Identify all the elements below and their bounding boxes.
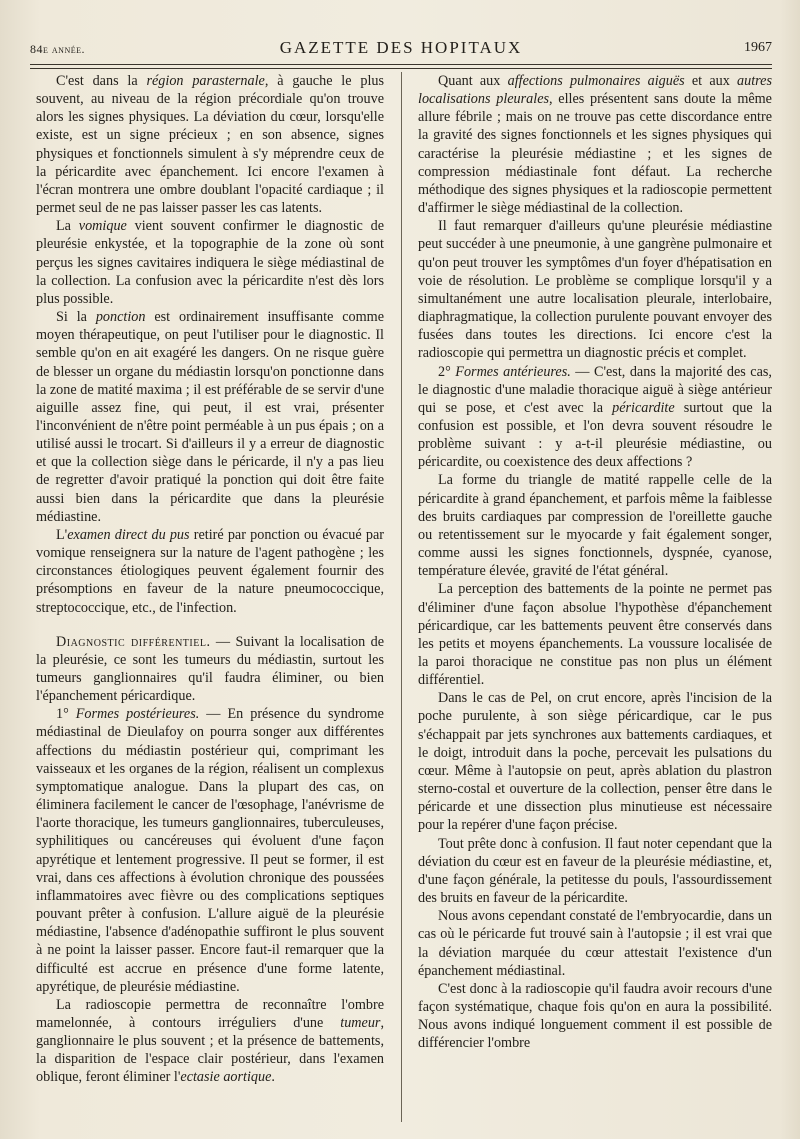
- paragraph: Tout prête donc à confusion. Il faut noter cependant que la déviation du cœur est en faveur de la pleurésie médiastine, et, d'une façon générale, la petitesse du pouls, l'assourdissement des bruits en faveur de la péricardite.: [418, 835, 772, 907]
- journal-title: GAZETTE DES HOPITAUX: [279, 38, 523, 57]
- paragraph: L'examen direct du pus retiré par ponction ou évacué par vomique renseignera sur la nature de l'agent pathogène ; les circonstances étiologiques peuvent également fournir des présomptions en faveur de la nature pneumococcique, streptococcique, etc., de l'infection.: [36, 526, 384, 616]
- paragraph: 1° Formes postérieures. — En présence du syndrome médiastinal de Dieulafoy on pourra songer aux différentes affections du médiastin postérieur qui, comprimant les vaisseaux et les organes de la région, réalisent un complexus symptomatique analogue. Dans la plupart des cas, on éliminera facilement le cancer de l'œsophage, l'anévrisme de l'aorte thoracique, les tumeurs ganglionnaires, tuberculeuses, syphilitiques ou cancéreuses qui évoluent d'une façon apyrétique et lentement progressive. Il peut se former, il est vrai, dans ces affections à évolution chronique des poussées inflammatoires avec fièvre ou des complications septiques pouvant prêter à confusion. L'allure aiguë de la pleurésie médiastine, l'absence d'adénopathie suffiront le plus souvent à ne point la laisser passer. Encore faut-il remarquer que la difficulté est accrue en présence d'une forme latente, apyrétique, de pleurésie médiastine.: [36, 706, 384, 995]
- paragraph: Dans le cas de Pel, on crut encore, après l'incision de la poche purulente, à son siège péricardique, car le pus s'échappait par jets synchrones aux battements cardiaques, et le doigt, introduit dans la poche, percevait les pulsations du cœur. Même à l'autopsie on peut, après ablation du plastron sterno-costal et ouverture de la collection, penser être dans le péricarde et une dissection plus minutieuse est nécessaire pour la repérer d'une façon précise.: [418, 690, 772, 834]
- paragraph: La perception des battements de la pointe ne permet pas d'éliminer d'une façon absolue l'hypothèse d'épanchement péricardique, car les battements peuvent être conservés dans les petits et moyens épanchements. La voussure localisée de la paroi thoracique ne constitue pas non plus un élément différentiel.: [418, 581, 772, 689]
- paragraph: Il faut remarquer d'ailleurs qu'une pleurésie médiastine peut succéder à une pneumonie, à une gangrène pulmonaire et qu'on peut trouver les symptômes d'un foyer d'hépatisation en voie de résolution. Le problème se complique lorsqu'il y a simultanément une autre localisation pleurale, interlobaire, diaphragmatique, la collection purulente pouvant envoyer des fusées dans toutes les directions. Ici encore c'est la radioscopie qui permettra un diagnostic précis et complet.: [418, 218, 772, 362]
- paragraph: 2° Formes antérieures. — C'est, dans la majorité des cas, le diagnostic d'une maladie thoracique aiguë à siège antérieur qui se pose, et c'est avec la péricardite surtout que la confusion est possible, et l'on devra souvent résoudre le problème suivant : y a-t-il pleurésie médiastine, ou péricardite, ou coexistence des deux affections ?: [418, 363, 773, 471]
- paragraph: La radioscopie permettra de reconnaître l'ombre mamelonnée, à contours irréguliers d'une tumeur, ganglionnaire le plus souvent ; et la présence de battements, la disparition de l'espace clair postérieur, dans l'examen oblique, feront éliminer l'ectasie aortique.: [36, 996, 384, 1086]
- page-header: [30, 38, 772, 62]
- paragraph: Si la ponction est ordinairement insuffisante comme moyen thérapeutique, on peut l'utiliser pour le diagnostic. Il semble qu'on en ait exagéré les dangers. On ne risque guère de blesser un organe du médiastin lorsqu'on ponctionne dans la zone de matité maxima ; il est préférable de se servir d'une aiguille assez fine, qui peut, il est vrai, présenter l'inconvénient de n'être point perméable à un pus épais ; on a utilisé aussi le trocart. Si d'ailleurs il y a erreur de diagnostic et que la collection siège dans le péricarde, il n'y a pas lieu de regretter d'avoir pratiqué la ponction qui doit être faite aussi bien dans la péricardite que dans la pleurésie médiastine.: [36, 309, 385, 525]
- header-rule-thin: [30, 68, 772, 69]
- paragraph: C'est dans la région parasternale, à gauche le plus souvent, au niveau de la région précordiale qu'on trouve alors les signes physiques. La déviation du cœur, lorsqu'elle existe, est un signe précieux ; en son absence, signes physiques et fonctionnels simulent à s'y méprendre ceux de la péricardite avec épanchement. Ici encore l'examen à l'écran montrera une ombre doublant l'opacité cardiaque ; il permet seul de ne pas laisser passer les cas latents.: [36, 73, 384, 217]
- paragraph: La vomique vient souvent confirmer le diagnostic de pleurésie enkystée, et la topographie de la zone où sont perçus les signes cavitaires indiquera le siège médiastinal de la collection. La confusion avec la péricardite n'est dès lors plus possible.: [36, 218, 384, 307]
- header-rule-thick: [30, 64, 772, 65]
- section-heading: Diagnostic différentiel.: [56, 633, 211, 650]
- page-number: 1967: [744, 40, 772, 55]
- volume-label: 84e année.: [30, 42, 85, 56]
- left-column: [36, 72, 384, 1087]
- paragraph: C'est donc à la radioscopie qu'il faudra avoir recours d'une façon systématique, chaque fois qu'on en aura la possibilité. Nous avons indiqué longuement comment il est possible de différencier l'ombre: [418, 980, 772, 1052]
- section-paragraph: Diagnostic différentiel. — Suivant la localisation de la pleurésie, ce sont les tumeurs du médiastin, surtout les tumeurs ganglionnaires qu'il faudra éliminer, ou bien l'épanchement péricardique.: [36, 633, 385, 705]
- paragraph: Quant aux affections pulmonaires aiguës et aux autres localisations pleurales, elles présentent sans doute la même allure fébrile ; mais on ne trouve pas cette discordance entre la gravité des signes fonctionnels et les signes physiques qui caractérise la pleurésie médiastine ; et les signes de compression médiastinale font défaut. La recherche méthodique des signes physiques et la radioscopie permettent d'affirmer le siège médiastinal de la collection.: [418, 73, 772, 217]
- column-divider: [401, 72, 402, 1122]
- paragraph: La forme du triangle de matité rappelle celle de la péricardite à grand épanchement, et parfois même la faiblesse des bruits cardiaques par compression de l'oreillette gauche ou retentissement sur le myocarde y fait également songer, comme aussi les signes fonctionnels, dyspnée, cyanose, température élevée, gravité de l'état général.: [418, 472, 772, 580]
- paragraph: Nous avons cependant constaté de l'embryocardie, dans un cas où le péricarde fut trouvé sain à l'autopsie ; il est vrai que la déviation marquée du cœur attestait l'existence d'un épanchement médiastinal.: [418, 908, 772, 979]
- right-column: [418, 72, 772, 1052]
